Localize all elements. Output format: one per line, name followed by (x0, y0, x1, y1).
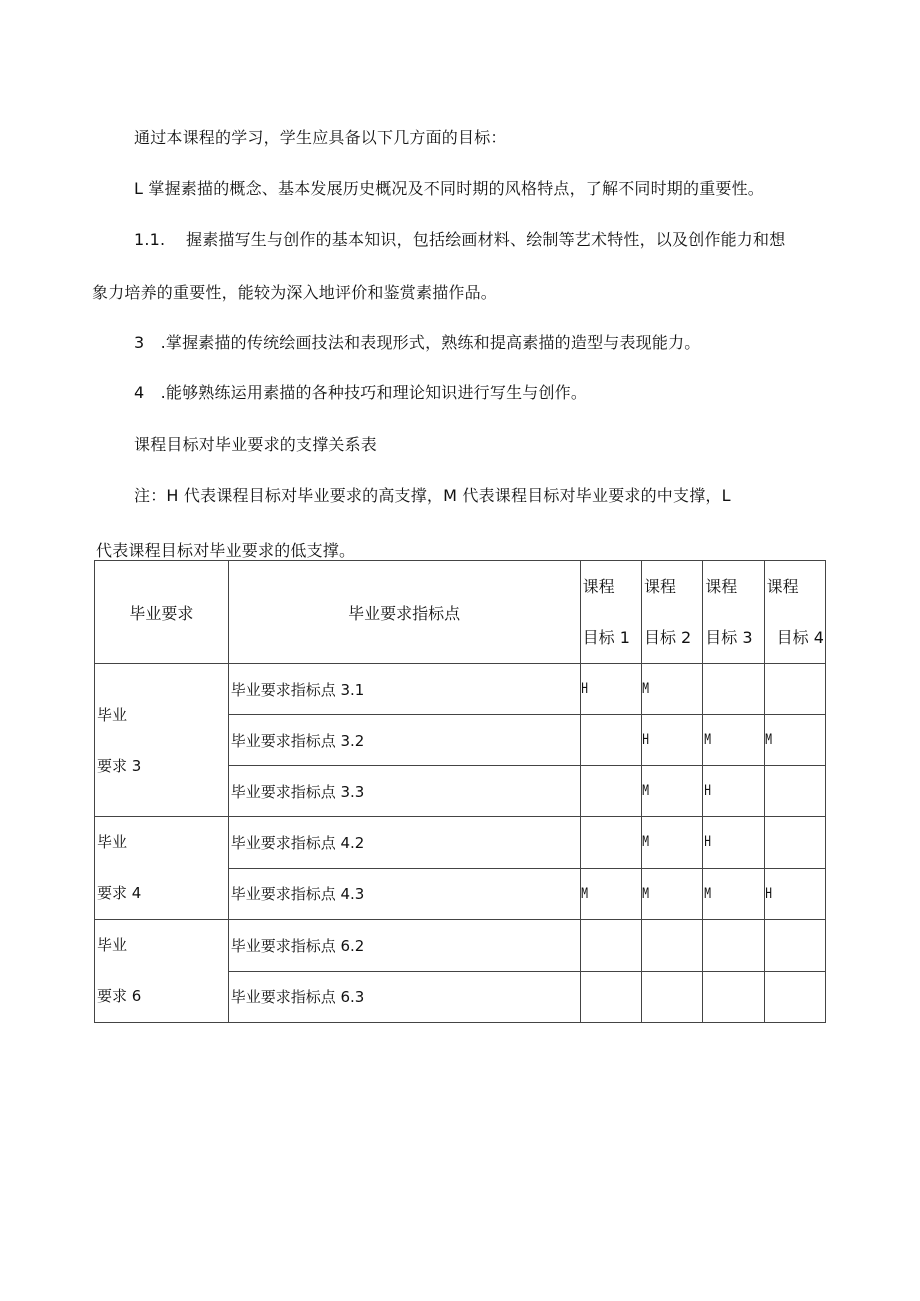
requirement-3-cell (95, 664, 229, 817)
mark-4-2-goal-2: M (641, 817, 690, 869)
goal-2-text: 握素描写生与创作的基本知识，包括绘画材料、绘制等艺术特性，以及创作能力和想 (186, 230, 786, 249)
mark-3-1-goal-1: H (580, 664, 629, 715)
header-goal-4-line1: 课程 (766, 577, 799, 596)
indicator-3-3: 毕业要求指标点 3.3 (228, 766, 580, 817)
mark-4-3-goal-2: M (641, 868, 690, 920)
header-goal-2-line2: 目标 2 (643, 628, 692, 647)
table-row (95, 817, 826, 869)
mark-3-1-goal-4 (764, 664, 813, 715)
indicator-4-3: 毕业要求指标点 4.3 (228, 868, 580, 920)
goal-2-paragraph (134, 230, 785, 250)
intro-paragraph: 通过本课程的学习，学生应具备以下几方面的目标： (134, 128, 507, 147)
header-indicator: 毕业要求指标点 (228, 561, 580, 664)
header-goal-3-line2: 目标 3 (705, 628, 753, 647)
header-goal-3 (703, 561, 764, 664)
mark-6-3-goal-3 (703, 971, 752, 1023)
table-title: 课程目标对毕业要求的支撑关系表 (134, 435, 378, 454)
header-goal-3-line1: 课程 (705, 577, 738, 596)
requirement-3-line2: 要求 3 (97, 757, 142, 775)
requirement-6-cell (95, 920, 229, 1023)
header-goal-2 (641, 561, 702, 664)
goal-4-paragraph: 4 .能够熟练运用素描的各种技巧和理论知识进行写生与创作。 (134, 383, 588, 402)
requirement-4-line2: 要求 4 (97, 884, 142, 902)
goal-3-paragraph: 3 .掌握素描的传统绘画技法和表现形式，熟练和提高素描的造型与表现能力。 (134, 333, 701, 352)
mark-3-3-goal-2: M (641, 766, 690, 817)
mark-4-2-goal-3: H (703, 817, 752, 869)
table-row (95, 664, 826, 715)
mark-4-3-goal-3: M (703, 868, 752, 920)
mark-3-1-goal-3 (703, 664, 752, 715)
header-goal-4-line2: 目标 4 (776, 628, 824, 647)
goal-1-paragraph: L 掌握素描的概念、基本发展历史概况及不同时期的风格特点，了解不同时期的重要性。 (134, 179, 765, 198)
indicator-4-2: 毕业要求指标点 4.2 (228, 817, 580, 869)
mark-6-2-goal-4 (764, 920, 813, 972)
mark-3-3-goal-1 (580, 766, 629, 817)
mark-3-2-goal-2: H (641, 715, 690, 766)
mark-6-3-goal-2 (641, 971, 690, 1023)
mark-6-2-goal-1 (580, 920, 629, 972)
mark-6-2-goal-2 (641, 920, 690, 972)
indicator-6-3: 毕业要求指标点 6.3 (228, 971, 580, 1023)
requirement-6-line1: 毕业 (97, 936, 128, 954)
mark-3-3-goal-4 (764, 766, 813, 817)
header-requirement: 毕业要求 (95, 561, 229, 664)
mark-6-2-goal-3 (703, 920, 752, 972)
goal-2-continuation: 象力培养的重要性，能较为深入地评价和鉴赏素描作品。 (92, 283, 498, 302)
header-goal-1-line1: 课程 (582, 577, 615, 596)
mark-3-3-goal-3: H (703, 766, 752, 817)
header-goal-1-line2: 目标 1 (582, 628, 630, 647)
goal-2-number: 1.1. (134, 230, 166, 249)
header-goal-4 (764, 561, 825, 664)
mark-3-2-goal-4: M (764, 715, 813, 766)
support-table (94, 560, 826, 1023)
header-goal-1 (580, 561, 641, 664)
note-continuation: 代表课程目标对毕业要求的低支撑。 (96, 541, 356, 560)
mark-3-2-goal-1 (580, 715, 629, 766)
mark-4-2-goal-1 (580, 817, 629, 869)
table-header-row (95, 561, 826, 664)
mark-3-2-goal-3: M (703, 715, 752, 766)
indicator-3-2: 毕业要求指标点 3.2 (228, 715, 580, 766)
requirement-6-line2: 要求 6 (97, 987, 142, 1005)
requirement-3-line1: 毕业 (97, 706, 128, 724)
mark-4-3-goal-1: M (580, 868, 629, 920)
note-paragraph: 注：H 代表课程目标对毕业要求的高支撑，M 代表课程目标对毕业要求的中支撑，L (134, 486, 731, 505)
table-row (95, 920, 826, 972)
mark-6-3-goal-4 (764, 971, 813, 1023)
requirement-4-cell (95, 817, 229, 920)
requirement-4-line1: 毕业 (97, 833, 128, 851)
mark-4-3-goal-4: H (764, 868, 813, 920)
indicator-3-1: 毕业要求指标点 3.1 (228, 664, 580, 715)
mark-3-1-goal-2: M (641, 664, 690, 715)
header-goal-2-line1: 课程 (643, 577, 676, 596)
mark-6-3-goal-1 (580, 971, 629, 1023)
indicator-6-2: 毕业要求指标点 6.2 (228, 920, 580, 972)
mark-4-2-goal-4 (764, 817, 813, 869)
